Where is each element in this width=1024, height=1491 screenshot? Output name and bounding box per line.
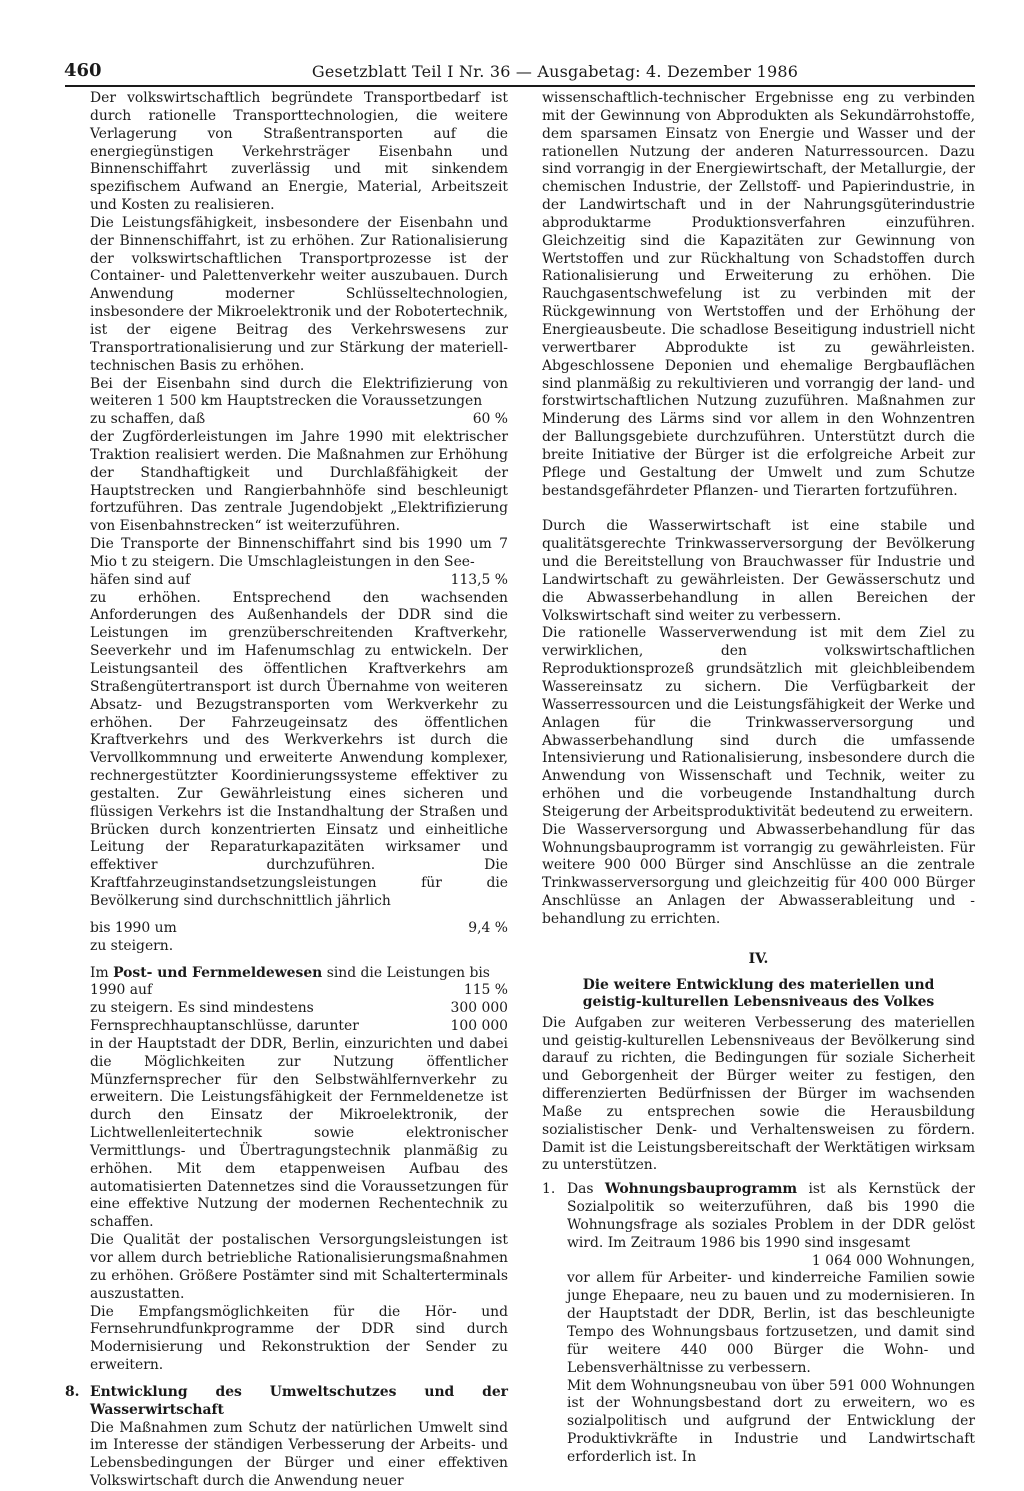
value-row — [90, 411, 508, 429]
running-header: Gesetzblatt Teil I Nr. 36 — Ausgabetag: 4. Dezember 1986 — [311, 62, 799, 81]
chapter-numeral: IV. — [748, 950, 769, 967]
value: 60 % — [472, 411, 508, 428]
paragraph: Mit dem Wohnungsneubau von über 591 000 Wohnungen ist der Wohnungsbestand dort zu erweitern, wo es sozialpolitisch und aufgrund der Entwicklung der Produktivkräfte in Industrie und Landwirtschaft erforderlich ist. In — [567, 1377, 975, 1465]
value-row — [90, 572, 508, 590]
paragraph: der Zugförderleistungen im Jahre 1990 mit elektrischer Traktion realisiert werden. Die Maßnahmen zur Erhöhung der Standhaftigkeit und Durchlaßfähigkeit der Hauptstrecken und Rangierbahnhöfe sind beschleunigt fortzuführen. Das zentrale Jugendobjekt „Elektrifizierung von Eisenbahnstrecken“ ist weiterzuführen. — [90, 429, 508, 535]
chapter-title-line: geistig-kulturellen Lebensniveaus des Volkes — [582, 993, 935, 1010]
paragraph: wissenschaftlich-technischer Ergebnisse eng zu verbinden mit der Gewinnung von Abprodukten als Sekundärrohstoffe, dem sparsamen Einsatz von Energie und Wasser und der rationellen Nutzung der anderen Naturressourcen. Dazu sind vorrangig in der Energiewirtschaft, der Metallurgie, der chemischen Industrie, der Zellstoff- und Papierindustrie, in der Landwirtschaft und in der Nahrungsgüterindustrie abproduktarme Produktionsverfahren einzuführen. Gleichzeitig sind die Kapazitäten zur Gewinnung von Wertstoffen und zur Rückhaltung von Schadstoffen durch Rationalisierung und Erweiterung zu erhöhen. Die Rauchgasentschwefelung ist zu verbinden mit der Rückgewinnung von Wertstoffen und der Erhöhung der Energieausbeute. Die schadlose Beseitigung industriell nicht verwertbarer Abprodukte ist zu gewährleisten. Abgeschlossene Deponien und ehemalige Bergbauflächen sind planmäßig zu rekultivieren und vorrangig der land- und forstwirtschaftlichen Nutzung zuzuführen. Maßnahmen zur Minderung des Lärms sind vor allem in den Wohnzentren der Ballungsgebiete durchzuführen. Unterstützt durch die breite Initiative der Bürger ist die erfolgreiche Arbeit zur Pflege und Gestaltung der Umwelt und zum Schutze bestandsgefährdeter Pflanzen- und Tierarten fortzuführen. — [542, 90, 975, 499]
paragraph: Die rationelle Wasserverwendung ist mit dem Ziel zu verwirklichen, den volkswirtschaftlichen Reproduktionsprozeß grundsätzlich mit gleichbleibendem Wassereinsatz zu sichern. Die Verfügbarkeit der Wasserressourcen und die Leistungsfähigkeit der Werke und Anlagen für die Trinkwasserversorgung und Abwasserbehandlung sind durch die umfassende Intensivierung und Rationalisierung, insbesondere durch die Anwendung von Wissenschaft und Technik, weiter zu erhöhen und die vorbeugende Instandhaltung durch Steigerung der Arbeitsproduktivität bedeutend zu erweitern. — [542, 625, 975, 820]
paragraph — [567, 1181, 975, 1252]
value-label: häfen sind auf — [90, 571, 191, 588]
chapter-title — [542, 977, 975, 1011]
value: 300 000 — [450, 1000, 508, 1017]
value: 115 % — [463, 982, 508, 999]
text: Im — [90, 964, 114, 981]
paragraph: Die Maßnahmen zum Schutz der natürlichen Umwelt sind im Interesse der ständigen Verbesserung der Arbeits- und Lebensbedingungen der Bürger und einer effektiven Volkswirtschaft durch die Anwendung neuer — [90, 1419, 508, 1490]
paragraph: zu steigern. — [90, 937, 174, 954]
section-title: Entwicklung des Umweltschutzes und der Wasserwirtschaft — [90, 1383, 508, 1418]
bold-term: Wohnungsbauprogramm — [604, 1181, 798, 1198]
value: 1 064 000 Wohnungen, — [811, 1252, 975, 1269]
paragraph: vor allem für Arbeiter- und kinderreiche Familien sowie junge Ehepaare, neu zu bauen und zu modernisieren. In der Hauptstadt der DDR, Berlin, ist das beschleunigte Tempo des Wohnungsbaus fortzusetzen, und damit sind für weitere 440 000 Bürger die Wohn- und Lebensverhältnisse zu verbessern. — [567, 1270, 975, 1376]
value-label: zu steigern. Es sind mindestens — [90, 1000, 314, 1017]
text: ist als Kernstück der Sozialpolitik so weiterzuführen, daß bis 1990 die Wohnungsfrage als soziales Problem in der DDR gelöst wird. Im Zeitraum 1986 bis 1990 sind insgesamt — [567, 1181, 975, 1251]
right-column — [542, 90, 975, 1467]
bold-term: Post- und Fernmeldewesen — [113, 964, 323, 981]
paragraph: Bei der Eisenbahn sind durch die Elektrifizierung von weiteren 1 500 km Hauptstrecken die Voraussetzungen — [90, 375, 508, 410]
value-label: zu schaffen, daß — [90, 411, 206, 428]
paragraph: in der Hauptstadt der DDR, Berlin, einzurichten und dabei die Möglichkeiten zur Nutzung öffentlicher Münzfernsprecher für den Selbstwählfernverkehr zu erweitern. Die Leistungsfähigkeit der Fernmeldenetze ist durch den Einsatz der Mikroelektronik, der Lichtwellenleitertechnik sowie elektronischer Vermittlungs- und Übertragungstechnik planmäßig zu erhöhen. Mit dem etappenweisen Aufbau des automatisierten Datennetzes sind die Voraussetzungen für eine effektive Nutzung der modernen Rechentechnik zu schaffen. — [90, 1035, 508, 1231]
value: 9,4 % — [468, 919, 508, 936]
paragraph: Die Transporte der Binnenschiffahrt sind bis 1990 um 7 Mio t zu steigern. Die Umschlagleistungen in den See- — [90, 536, 508, 570]
header-rule — [65, 85, 975, 87]
value-row — [90, 982, 508, 1000]
paragraph: Die Wasserversorgung und Abwasserbehandlung für das Wohnungsbauprogramm ist vorrangig zu gewährleisten. Für weitere 900 000 Bürger sind Anschlüsse an die zentrale Trinkwasserversorgung und gleichzeitig für 400 000 Bürger Anschlüsse an Anlagen der Abwasserableitung und -behandlung zu errichten. — [542, 821, 975, 927]
value-label: 1990 auf — [90, 982, 153, 999]
text: sind die Leistungen bis — [322, 964, 490, 981]
paragraph: Durch die Wasserwirtschaft ist eine stabile und qualitätsgerechte Trinkwasserversorgung der Bevölkerung und die Bereitstellung von Brauchwasser für Industrie und Landwirtschaft zu gewährleisten. Der Gewässerschutz und die Abwasserbehandlung in allen Bereichen der Volkswirtschaft sind weiter zu verbessern. — [542, 518, 975, 624]
list-item — [542, 1181, 975, 1467]
chapter-title-line: Die weitere Entwicklung des materiellen und — [582, 976, 935, 993]
value-label: bis 1990 um — [90, 919, 177, 936]
list-item-number: 1. — [542, 1181, 556, 1198]
left-column — [65, 90, 508, 1491]
list-item-body — [567, 1181, 975, 1467]
value-row — [90, 1018, 508, 1036]
value: 113,5 % — [450, 571, 508, 588]
paragraph: Die Aufgaben zur weiteren Verbesserung des materiellen und geistig-kulturellen Lebensniveaus der Bevölkerung sind darauf zu richten, die Bedingungen für soziale Sicherheit und Geborgenheit der Bürger weiter zu festigen, den differenzierten Bedürfnissen der Bürger im wachsenden Maße zu entsprechen sowie die Herausbildung sozialistischer Denk- und Verhaltensweisen zu fördern. Damit ist die Leistungsbereitschaft der Werktätigen wirksam zu unterstützen. — [542, 1014, 975, 1174]
paragraph: Die Empfangsmöglichkeiten für die Hör- und Fernsehrundfunkprogramme der DDR sind durch Modernisierung und Rekonstruktion der Sender zu erweitern. — [90, 1303, 508, 1374]
value-row — [90, 1000, 508, 1018]
paragraph — [90, 965, 508, 983]
page-number: 460 — [64, 60, 102, 81]
paragraph: zu erhöhen. Entsprechend den wachsenden Anforderungen des Außenhandels der DDR sind die Leistungen im grenzüberschreitenden Kraftverkehr, Seeverkehr und im Hafenumschlag zu entwickeln. Der Leistungsanteil des öffentlichen Kraftverkehrs am Straßengütertransport ist durch Übernahme von weiteren Absatz- und Bezugstransporten vom Werkverkehr zu erhöhen. Der Fahrzeugeinsatz des öffentlichen Kraftverkehrs und des Werkverkehrs ist durch die Vervollkommnung und erweiterte Anwendung komplexer, rechnergestützter Koordinierungssysteme effektiver zu gestalten. Zur Gewährleistung eines sicheren und flüssigen Verkehrs ist die Instandhaltung der Straßen und Brücken durch konzentrierten Einsatz und einheitliche Leitung der Reparaturkapazitäten wirksamer und effektiver durchzuführen. Die Kraftfahrzeuginstandsetzungsleistungen für die Bevölkerung sind durchschnittlich jährlich — [90, 589, 508, 909]
paragraph: Die Qualität der postalischen Versorgungsleistungen ist vor allem durch betriebliche Rationalisierungsmaßnahmen zu erhöhen. Größere Postämter sind mit Schalterterminals auszustatten. — [90, 1232, 508, 1302]
paragraph: Die Leistungsfähigkeit, insbesondere der Eisenbahn und der Binnenschiffahrt, ist zu erhöhen. Zur Rationalisierung der volkswirtschaftlichen Transportprozesse ist der Container- und Palettenverkehr weiter auszubauen. Durch Anwendung moderner Schlüsseltechnologien, insbesondere der Mikroelektronik und der Robotertechnik, ist der eigene Beitrag des Verkehrswesens zur Transportrationalisierung und zur Stärkung der materiell-technischen Basis zu erhöhen. — [90, 214, 508, 374]
value-row — [90, 920, 508, 938]
text: Das — [567, 1181, 605, 1198]
section-heading — [65, 1384, 508, 1420]
value-label: Fernsprechhauptanschlüsse, darunter — [90, 1018, 359, 1035]
section-number: 8. — [65, 1383, 80, 1400]
value: 100 000 — [450, 1018, 508, 1035]
paragraph: Der volkswirtschaftlich begründete Transportbedarf ist durch rationelle Transporttechnologien, die weitere Verlagerung von Straßentransporten auf die energiegünstigen Verkehrsträger Eisenbahn und Binnenschiffahrt zuverlässig und mit sinkendem spezifischem Aufwand an Energie, Material, Arbeitszeit und Kosten zu realisieren. — [90, 90, 508, 214]
